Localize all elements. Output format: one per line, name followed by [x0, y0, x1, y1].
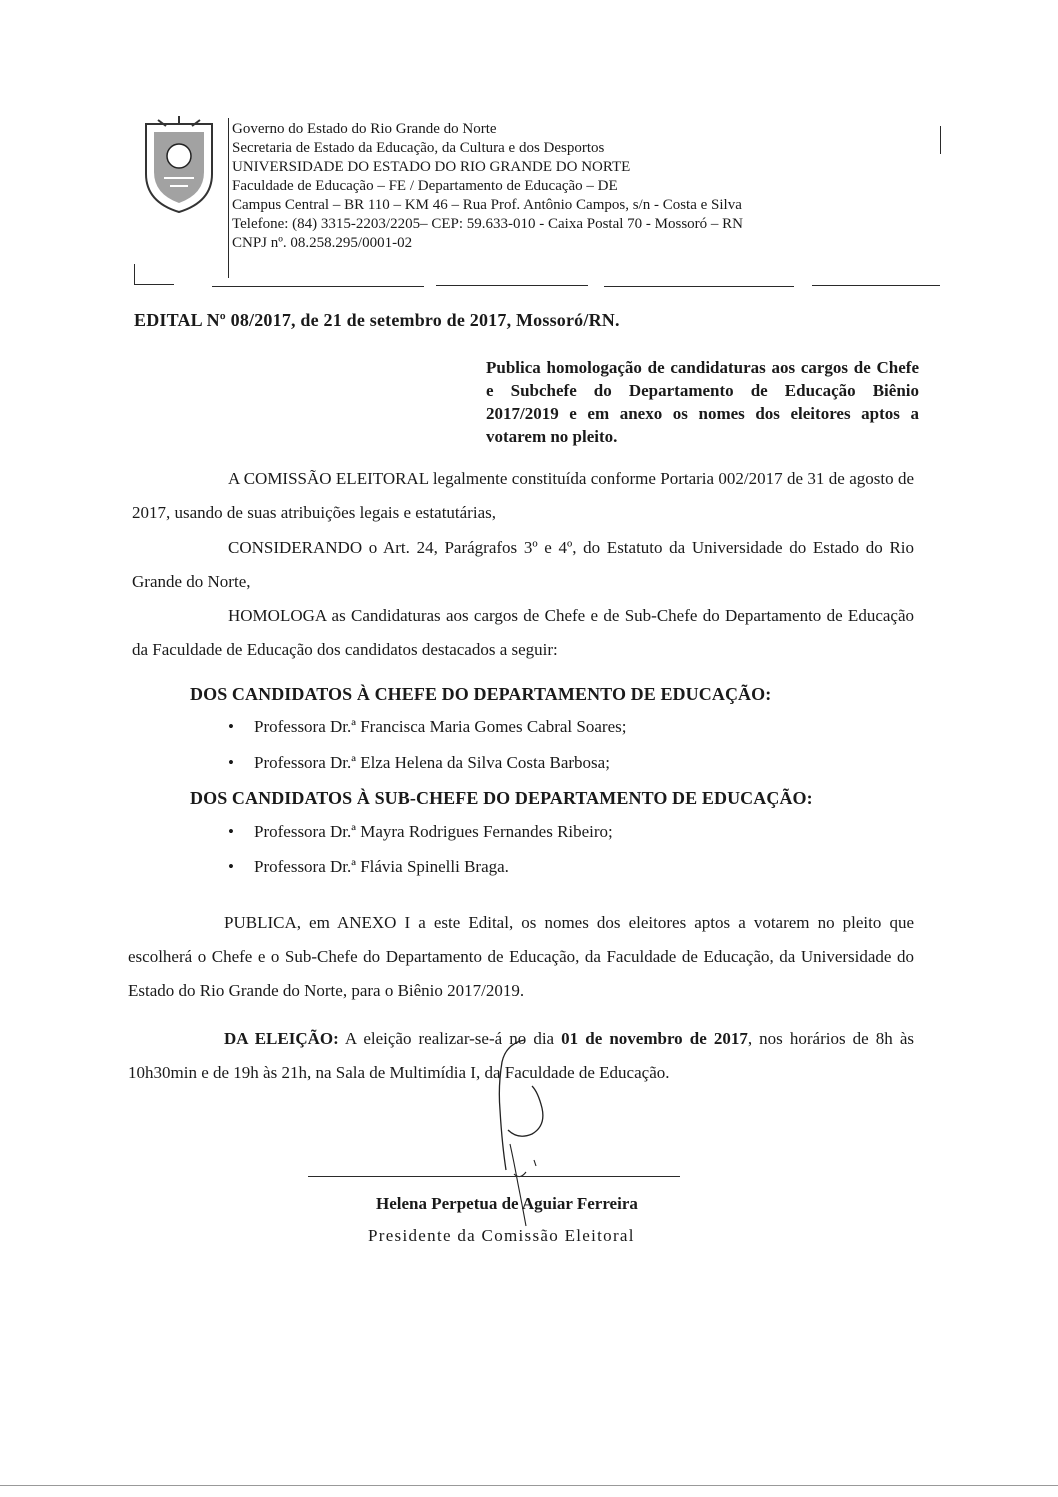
bullet-icon: •: [228, 717, 234, 736]
bullet-icon: •: [228, 753, 234, 772]
signatory-name: Helena Perpetua de Aguiar Ferreira: [376, 1194, 638, 1213]
candidate-name: Professora Dr.ª Mayra Rodrigues Fernandes Ribeiro;: [254, 822, 613, 841]
candidate-name: Professora Dr.ª Elza Helena da Silva Costa Barbosa;: [254, 753, 610, 772]
header-line-secretariat: Secretaria de Estado da Educação, da Cultura e dos Desportos: [232, 140, 605, 156]
eleicao-text-1: A eleição realizar-se-á no dia: [338, 1029, 562, 1048]
header-line-government: Governo do Estado do Rio Grande do Norte: [232, 121, 497, 137]
bullet-icon: •: [228, 822, 234, 841]
bullet-icon: •: [228, 857, 234, 876]
subchefe-candidates-heading: DOS CANDIDATOS À SUB-CHEFE DO DEPARTAMENTO DE EDUCAÇÃO:: [190, 788, 813, 808]
edital-summary: Publica homologação de candidaturas aos cargos de Chefe e Subchefe do Departamento de Educação Biênio 2017/2019 e em anexo os nomes dos eleitores aptos a votarem no pleito.: [486, 358, 919, 446]
signatory-role: Presidente da Comissão Eleitoral: [368, 1226, 635, 1245]
signature-line: [308, 1176, 680, 1177]
candidate-name: Professora Dr.ª Flávia Spinelli Braga.: [254, 857, 509, 876]
eleicao-text-2: , nos horários de 8h às 10h30min e de 19h às 21h, na Sala de Multimídia I, da Faculdade de Educação.: [128, 1029, 915, 1082]
paragraph-considerando: CONSIDERANDO o Art. 24, Parágrafos 3º e 4º, do Estatuto da Universidade do Estado do Rio Grande do Norte,: [132, 538, 914, 591]
paragraph-publica: PUBLICA, em ANEXO I a este Edital, os nomes dos eleitores aptos a votarem no pleito que escolherá o Chefe e o Sub-Chefe do Departamento de Educação, da Faculdade de Educação, da Universidade do Estado do Rio Grande do Norte, para o Biênio 2017/2019.: [128, 913, 914, 1000]
list-item: [228, 753, 610, 773]
header-line-campus: Campus Central – BR 110 – KM 46 – Rua Prof. Antônio Campos, s/n - Costa e Silva: [232, 197, 742, 213]
edital-title: EDITAL Nº 08/2017, de 21 de setembro de 2017, Mossoró/RN.: [134, 310, 620, 330]
header-line-faculty: Faculdade de Educação – FE / Departamento de Educação – DE: [232, 178, 618, 194]
header-line-phone: Telefone: (84) 3315-2203/2205– CEP: 59.633-010 - Caixa Postal 70 - Mossoró – RN: [232, 216, 743, 232]
candidate-name: Professora Dr.ª Francisca Maria Gomes Cabral Soares;: [254, 717, 627, 736]
university-crest-icon: [140, 116, 218, 216]
paragraph-homologa: HOMOLOGA as Candidaturas aos cargos de Chefe e de Sub-Chefe do Departamento de Educação da Faculdade de Educação dos candidatos destacados a seguir:: [132, 606, 914, 659]
chefe-candidates-heading: DOS CANDIDATOS À CHEFE DO DEPARTAMENTO DE EDUCAÇÃO:: [190, 684, 772, 704]
header-line-cnpj: CNPJ nº. 08.258.295/0001-02: [232, 235, 413, 251]
header-divider: [134, 284, 174, 285]
list-item: [228, 857, 509, 877]
header-line-university: UNIVERSIDADE DO ESTADO DO RIO GRANDE DO NORTE: [232, 159, 631, 175]
paragraph-commission: A COMISSÃO ELEITORAL legalmente constituída conforme Portaria 002/2017 de 31 de agosto de 2017, usando de suas atribuições legais e estatutárias,: [132, 469, 914, 522]
list-item: [228, 822, 613, 842]
list-item: [228, 717, 626, 737]
eleicao-date: 01 de novembro de 2017: [561, 1029, 748, 1048]
eleicao-label: DA ELEIÇÃO:: [224, 1029, 339, 1048]
